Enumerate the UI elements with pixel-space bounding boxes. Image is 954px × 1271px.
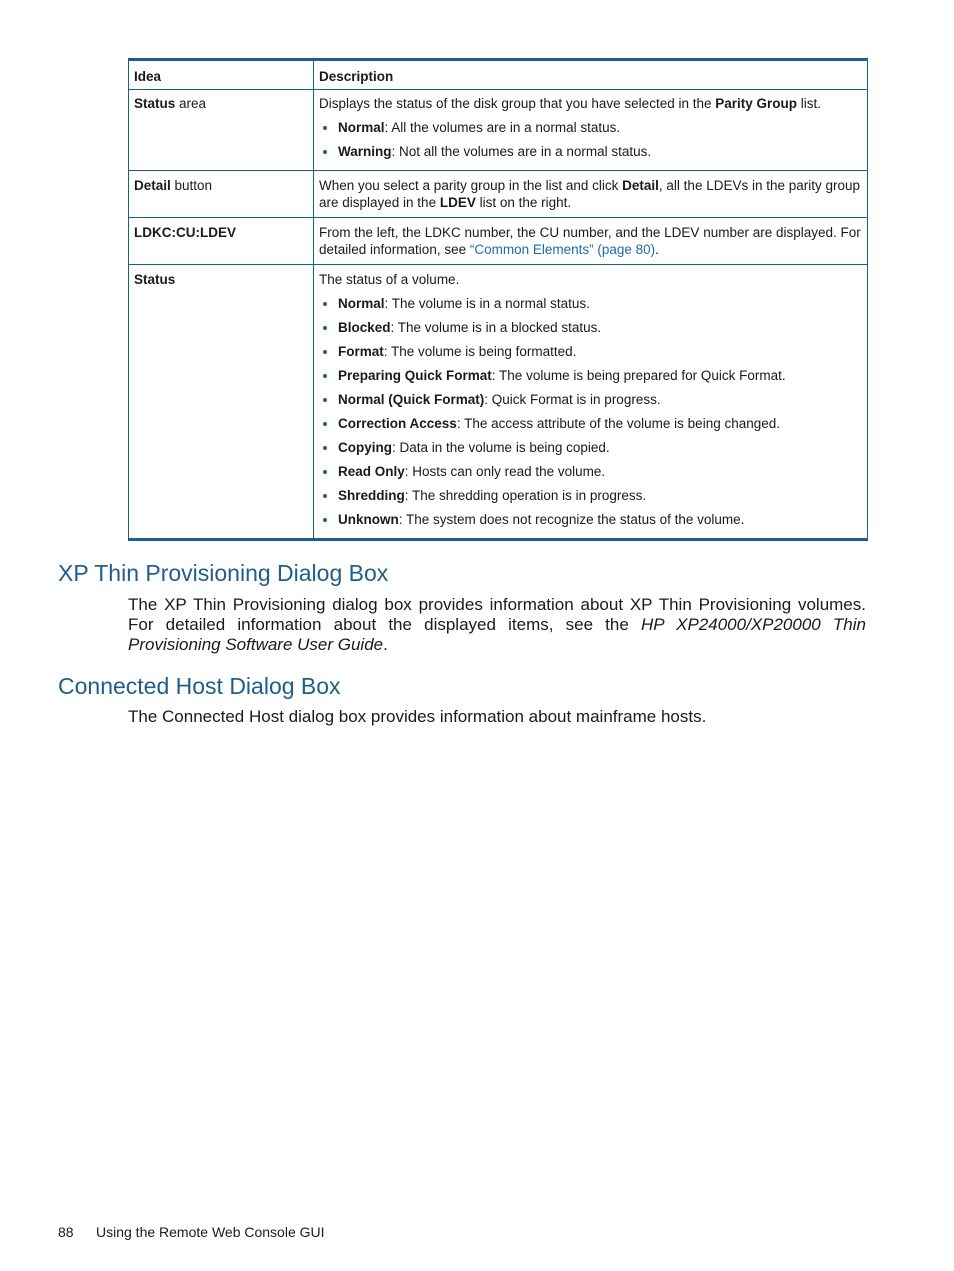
item-text: : The access attribute of the volume is being changed.: [456, 416, 781, 431]
item-text: : The volume is being formatted.: [383, 344, 577, 359]
desc-bold: Parity Group: [715, 96, 797, 111]
item-text: : The volume is being prepared for Quick Format.: [491, 368, 786, 383]
item-label: Preparing Quick Format: [338, 368, 492, 383]
table-row: [129, 265, 868, 540]
page-number: 88: [58, 1224, 74, 1240]
list-item: [319, 391, 862, 408]
item-label: Unknown: [338, 512, 399, 527]
guide-title: HP XP24000/XP20000 Thin Provisioning Software User Guide: [128, 615, 866, 654]
description-cell: [314, 265, 868, 540]
list-item: [319, 319, 862, 336]
header-description: Description: [314, 60, 868, 90]
item-text: : The volume is in a normal status.: [384, 296, 590, 311]
page-footer: [58, 1223, 325, 1241]
item-label: Normal: [338, 296, 385, 311]
desc-text: list on the right.: [475, 195, 572, 210]
desc-text: list.: [797, 96, 822, 111]
item-text: : Hosts can only read the volume.: [404, 464, 606, 479]
item-label: Copying: [338, 440, 392, 455]
idea-bold: Detail: [134, 178, 171, 193]
description-text: [319, 95, 862, 112]
paragraph-text: .: [383, 635, 388, 654]
item-text: : Data in the volume is being copied.: [392, 440, 610, 455]
section-text-connected-host: The Connected Host dialog box provides information about mainframe hosts.: [128, 707, 707, 726]
section-heading-connected-host: Connected Host Dialog Box: [58, 673, 341, 699]
idea-cell: [129, 218, 314, 265]
paragraph-text: The XP Thin Provisioning dialog box provides information about XP Thin Provisioning volumes. For detailed information about the displayed items, see the: [128, 595, 866, 634]
item-text: : The volume is in a blocked status.: [390, 320, 602, 335]
common-elements-link[interactable]: “Common Elements” (page 80): [469, 242, 656, 257]
description-cell: [314, 171, 868, 218]
item-text: : The shredding operation is in progress.: [404, 488, 647, 503]
item-label: Normal: [338, 120, 385, 135]
item-label: Read Only: [338, 464, 405, 479]
list-item: [319, 439, 862, 456]
idea-cell: [129, 265, 314, 540]
list-item: [319, 463, 862, 480]
list-item: [319, 143, 862, 160]
list-item: [319, 343, 862, 360]
desc-bold: LDEV: [439, 195, 476, 210]
status-table: [128, 58, 868, 541]
idea-rest: area: [175, 96, 207, 111]
list-item: [319, 295, 862, 312]
list-item: [319, 415, 862, 432]
idea-cell: [129, 171, 314, 218]
desc-text: Displays the status of the disk group that you have selected in the: [319, 96, 716, 111]
item-label: Blocked: [338, 320, 391, 335]
item-label: Correction Access: [338, 416, 457, 431]
item-label: Format: [338, 344, 384, 359]
item-text: : Quick Format is in progress.: [484, 392, 661, 407]
list-item: [319, 119, 862, 136]
table-header-row: [129, 60, 868, 90]
item-text: : All the volumes are in a normal status.: [384, 120, 621, 135]
idea-cell: [129, 90, 314, 171]
description-text: [319, 224, 862, 258]
desc-text: , all the LDEVs in the parity group are displayed in the: [319, 178, 861, 210]
description-text: [319, 177, 862, 211]
idea-bold: Status: [134, 96, 176, 111]
header-idea: Idea: [129, 60, 314, 90]
idea-bold: Status: [134, 272, 176, 287]
table-row: [129, 218, 868, 265]
item-text: : The system does not recognize the status of the volume.: [398, 512, 745, 527]
item-label: Shredding: [338, 488, 405, 503]
section-text-thin-provisioning: [128, 595, 866, 655]
idea-bold: LDKC:CU:LDEV: [134, 225, 236, 240]
description-cell: [314, 90, 868, 171]
list-item: [319, 511, 862, 528]
bullet-list: [319, 295, 862, 528]
item-label: Normal (Quick Format): [338, 392, 485, 407]
list-item: [319, 367, 862, 384]
bullet-list: [319, 119, 862, 160]
item-text: : Not all the volumes are in a normal status.: [391, 144, 652, 159]
desc-text: .: [655, 242, 659, 257]
description-cell: [314, 218, 868, 265]
list-item: [319, 487, 862, 504]
description-text: The status of a volume.: [319, 272, 460, 287]
desc-bold: Detail: [622, 178, 659, 193]
desc-text: From the left, the LDKC number, the CU number, and the LDEV number are displayed. For detailed information, see: [319, 225, 861, 257]
item-label: Warning: [338, 144, 392, 159]
section-heading-thin-provisioning: XP Thin Provisioning Dialog Box: [58, 560, 389, 586]
table-row: [129, 90, 868, 171]
desc-text: When you select a parity group in the list and click: [319, 178, 623, 193]
footer-title: Using the Remote Web Console GUI: [96, 1224, 325, 1240]
idea-rest: button: [170, 178, 213, 193]
table-row: [129, 171, 868, 218]
